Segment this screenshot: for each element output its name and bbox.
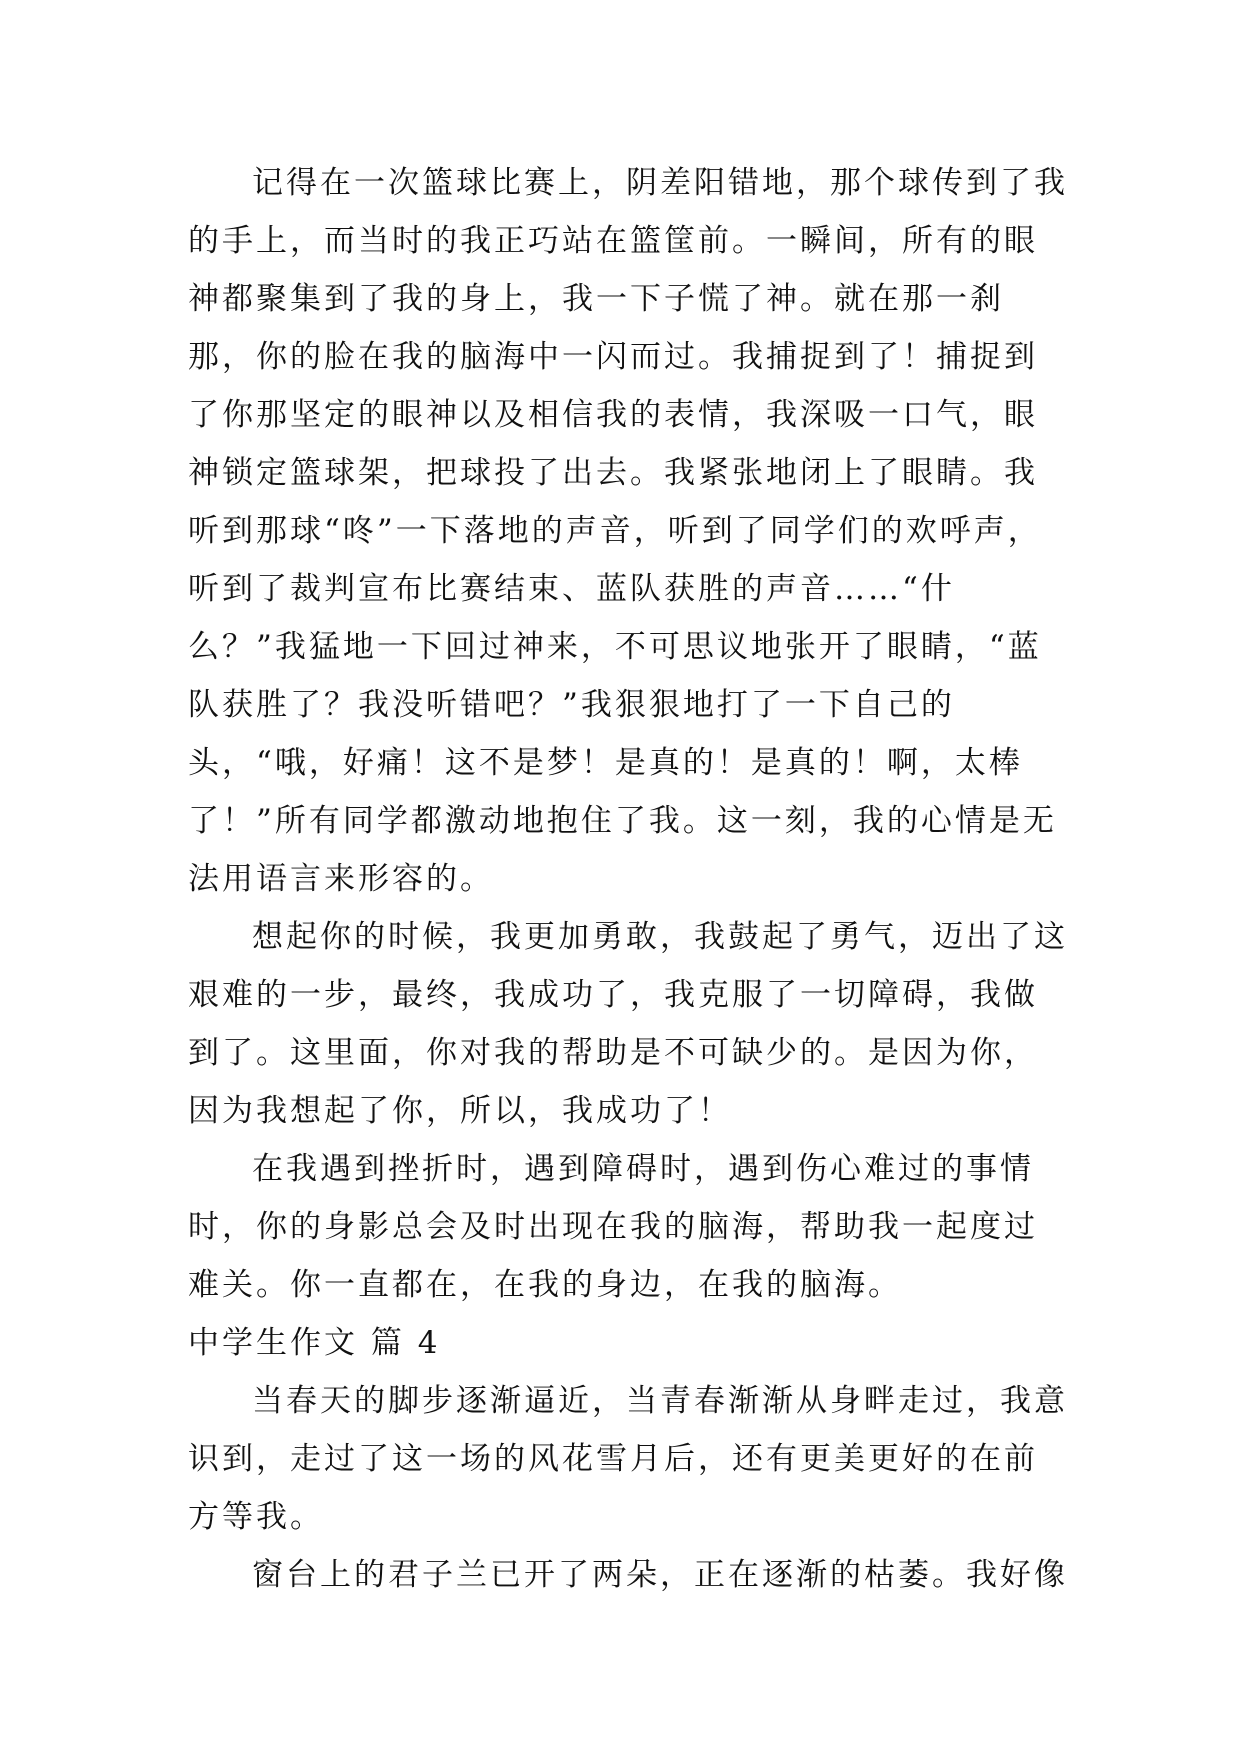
- paragraph-basketball-memory: 记得在一次篮球比赛上，阴差阳错地，那个球传到了我的手上，而当时的我正巧站在篮筐前。一瞬间，所有的眼神都聚集到了我的身上，我一下子慌了神。就在那一刹那，你的脸在我的脑海中一闪而过。我捕捉到了！捕捉到了你那坚定的眼神以及相信我的表情，我深吸一口气，眼神锁定篮球架，把球投了出去。我紧张地闭上了眼睛。我听到那球“咚”一下落地的声音，听到了同学们的欢呼声，听到了裁判宣布比赛结束、蓝队获胜的声音……“什么？”我猛地一下回过神来，不可思议地张开了眼睛，“蓝队获胜了？我没听错吧？”我狠狠地打了一下自己的头，“哦，好痛！这不是梦！是真的！是真的！啊，太棒了！”所有同学都激动地抱住了我。这一刻，我的心情是无法用语言来形容的。: [188, 165, 1068, 897]
- paragraph-spring: 当春天的脚步逐渐逼近，当青春渐渐从身畔走过，我意识到，走过了这一场的风花雪月后，还有更美更好的在前方等我。: [188, 1383, 1068, 1535]
- paragraph-courage: 想起你的时候，我更加勇敢，我鼓起了勇气，迈出了这艰难的一步，最终，我成功了，我克服了一切障碍，我做到了。这里面，你对我的帮助是不可缺少的。是因为你，因为我想起了你，所以，我成功了！: [188, 919, 1068, 1129]
- paragraph-always-there: 在我遇到挫折时，遇到障碍时，遇到伤心难过的事情时，你的身影总会及时出现在我的脑海，帮助我一起度过难关。你一直都在，在我的身边，在我的脑海。: [188, 1151, 1038, 1303]
- document-body: [188, 154, 1068, 1604]
- paragraph-windowsill: 窗台上的君子兰已开了两朵，正在逐渐的枯萎。我好像: [252, 1557, 1068, 1593]
- section-heading: 中学生作文 篇 4: [188, 1325, 441, 1361]
